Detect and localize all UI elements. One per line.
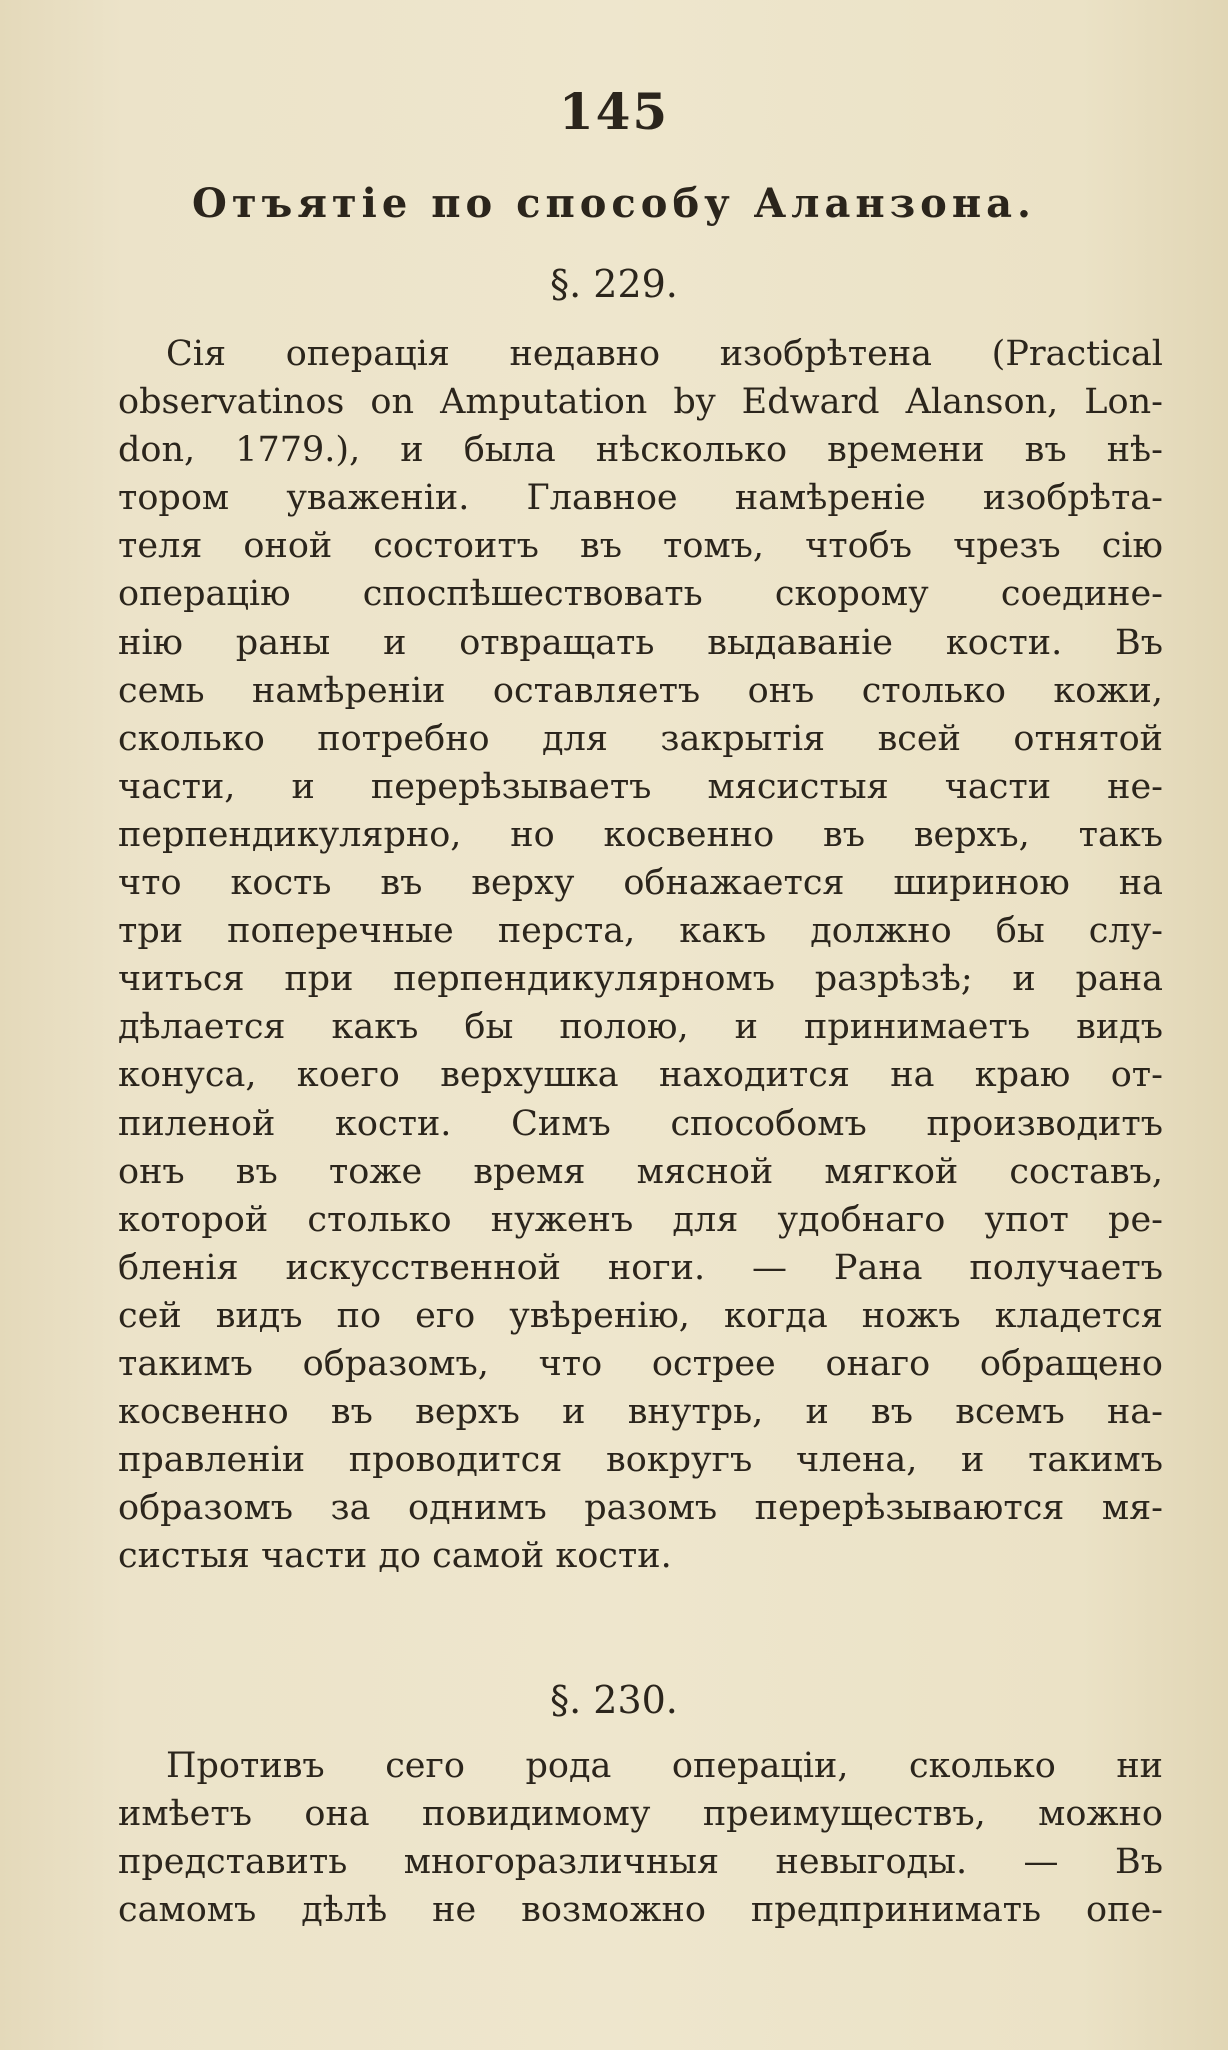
text-line: имѣетъ она повидимому преимуществъ, можно — [118, 1794, 1163, 1835]
text-line: части, и перерѣзываетъ мясистыя части не- — [118, 766, 1163, 807]
text-line: нію раны и отвращать выдаваніе кости. Въ — [118, 622, 1163, 663]
text-line: систыя части до самой кости. — [118, 1536, 672, 1577]
text-line: сей видъ по его увѣренію, когда ножъ кладется — [118, 1295, 1163, 1336]
text-line: конуса, коего верхушка находится на краю от- — [118, 1055, 1163, 1096]
page-number: 145 — [558, 82, 670, 141]
text-line: observatinos on Amputation by Edward Alanson, Lon- — [118, 382, 1163, 423]
text-line: семь намѣреніи оставляетъ онъ столько кожи, — [118, 670, 1163, 711]
text-line: операцію споспѣшествовать скорому соедине- — [118, 574, 1163, 615]
text-line: сколько потребно для закрытія всей отнятой — [118, 718, 1163, 759]
section-heading-230: §. 230. — [550, 1678, 678, 1722]
text-line: читься при перпендикулярномъ разрѣзѣ; и рана — [118, 959, 1163, 1000]
text-line: пиленой кости. Симъ способомъ производитъ — [118, 1103, 1163, 1144]
text-line: правленіи проводится вокругъ члена, и такимъ — [118, 1440, 1163, 1481]
text-line: самомъ дѣлѣ не возможно предпринимать опе- — [118, 1890, 1163, 1931]
text-line: тором уваженіи. Главное намѣреніе изобрѣта- — [118, 478, 1163, 519]
text-line: don, 1779.), и была нѣсколько времени въ нѣ- — [118, 430, 1163, 471]
text-line: такимъ образомъ, что острее онаго обращено — [118, 1343, 1163, 1384]
text-line: бленія искусственной ноги. — Рана получаетъ — [118, 1247, 1163, 1288]
paragraph-230 — [118, 1742, 1163, 1934]
chapter-title: Отъятіе по способу Аланзона. — [192, 180, 1036, 227]
text-line: косвенно въ верхъ и внутрь, и въ всемъ на- — [118, 1392, 1163, 1433]
text-line: что кость въ верху обнажается шириною на — [118, 863, 1163, 904]
text-line: теля оной состоитъ въ томъ, чтобъ чрезъ сію — [118, 526, 1163, 567]
text-line: представить многоразличныя невыгоды. — Въ — [118, 1842, 1163, 1883]
text-line: Противъ сего рода операціи, сколько ни — [166, 1746, 1163, 1786]
text-line: образомъ за однимъ разомъ перерѣзываются мя- — [118, 1488, 1163, 1529]
text-line: которой столько нуженъ для удобнаго упот ре- — [118, 1199, 1163, 1240]
text-line: дѣлается какъ бы полою, и принимаетъ видъ — [118, 1007, 1163, 1048]
section-heading-229: §. 229. — [550, 262, 678, 306]
text-line: перпендикулярно, но косвенно въ верхъ, такъ — [118, 814, 1163, 855]
text-line: онъ въ тоже время мясной мягкой составъ, — [118, 1151, 1163, 1192]
text-line: три поперечные перста, какъ должно бы слу- — [118, 911, 1163, 952]
text-line: Сія операція недавно изобрѣтена (Practical — [166, 334, 1163, 374]
paragraph-229 — [118, 330, 1163, 1580]
